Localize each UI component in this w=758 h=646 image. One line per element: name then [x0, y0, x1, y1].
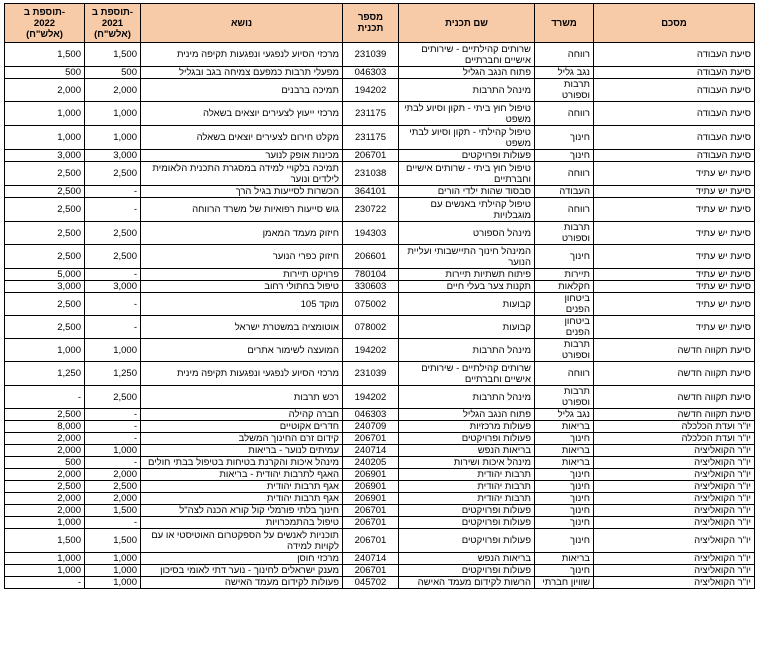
cell-ministry: תרבות וספורט	[535, 79, 594, 102]
cell-program-name: פעולות ופרויקטים	[399, 433, 535, 445]
cell-ministry: נגב גליל	[535, 67, 594, 79]
table-row	[5, 339, 755, 362]
table-row	[5, 126, 755, 150]
cell-agreement: סיעת העבודה	[594, 67, 755, 79]
cell-add-2021: 1,000	[85, 445, 141, 457]
cell-ministry: חינוך	[535, 126, 594, 150]
cell-agreement: יו"ר הקואליציה	[594, 469, 755, 481]
table-row	[5, 553, 755, 565]
cell-ministry: חינוך	[535, 505, 594, 517]
cell-program-number: 240714	[343, 553, 399, 565]
cell-subject: חיזוק מעמד המאמן	[141, 222, 343, 245]
cell-subject: חינוך בלתי פורמלי קול קורא הכנה לצה"ל	[141, 505, 343, 517]
cell-agreement: סיעת תקווה חדשה	[594, 362, 755, 386]
table-row	[5, 445, 755, 457]
cell-add-2021: 1,000	[85, 553, 141, 565]
cell-program-number: 206701	[343, 529, 399, 553]
cell-agreement: סיעת יש עתיד	[594, 269, 755, 281]
cell-subject: מוקד 105	[141, 293, 343, 316]
cell-add-2022: 2,000	[5, 505, 85, 517]
cell-add-2021: -	[85, 198, 141, 222]
cell-add-2022: 1,000	[5, 565, 85, 577]
cell-subject: טיפול בחתולי רחוב	[141, 281, 343, 293]
table-row	[5, 577, 755, 589]
cell-subject: מרכזי חוסן	[141, 553, 343, 565]
cell-program-name: תקנות צער בעלי חיים	[399, 281, 535, 293]
cell-add-2021: 2,500	[85, 222, 141, 245]
cell-add-2021: -	[85, 316, 141, 339]
cell-program-name: בריאות הנפש	[399, 445, 535, 457]
cell-program-name: שרותים קהילתיים - שירותים אישיים וחברתיים	[399, 362, 535, 386]
cell-ministry: תרבות וספורט	[535, 386, 594, 409]
cell-program-name: מינהל הספורט	[399, 222, 535, 245]
cell-program-name: פעולות ופרויקטים	[399, 565, 535, 577]
table-row	[5, 222, 755, 245]
cell-add-2021: 1,000	[85, 126, 141, 150]
cell-add-2021: -	[85, 457, 141, 469]
cell-ministry: תרבות וספורט	[535, 222, 594, 245]
table-row	[5, 565, 755, 577]
cell-subject: עמיתים לנוער - בריאות	[141, 445, 343, 457]
cell-program-number: 046303	[343, 409, 399, 421]
budget-table-container	[4, 3, 754, 589]
cell-add-2022: 2,500	[5, 293, 85, 316]
cell-program-number: 206701	[343, 517, 399, 529]
cell-add-2022: 2,000	[5, 433, 85, 445]
cell-program-number: 075002	[343, 293, 399, 316]
cell-subject: אוטומציה במשטרת ישראל	[141, 316, 343, 339]
cell-agreement: סיעת העבודה	[594, 126, 755, 150]
table-row	[5, 186, 755, 198]
cell-program-number: 231039	[343, 362, 399, 386]
table-row	[5, 102, 755, 126]
cell-agreement: סיעת העבודה	[594, 102, 755, 126]
cell-program-name: תרבות יהודית	[399, 469, 535, 481]
cell-add-2021: 2,000	[85, 79, 141, 102]
table-row	[5, 529, 755, 553]
header-program-name: שם תכנית	[399, 4, 535, 43]
cell-program-name: טיפול חוץ ביתי - תקון וסיוע לבתי משפט	[399, 102, 535, 126]
table-row	[5, 517, 755, 529]
table-row	[5, 362, 755, 386]
cell-program-number: 230722	[343, 198, 399, 222]
cell-add-2022: 2,500	[5, 198, 85, 222]
cell-program-number: 206701	[343, 505, 399, 517]
table-row	[5, 481, 755, 493]
cell-agreement: יו"ר ועדת הכלכלה	[594, 421, 755, 433]
cell-subject: אגף תרבות יהודית	[141, 481, 343, 493]
cell-program-number: 206901	[343, 469, 399, 481]
cell-program-name: פעולות ופרויקטים	[399, 505, 535, 517]
cell-program-number: 206701	[343, 565, 399, 577]
cell-add-2022: 2,500	[5, 162, 85, 186]
cell-program-name: פעולות ופרויקטים	[399, 150, 535, 162]
header-add-2022: תוספת ב- 2022 (אלש"ח)	[5, 4, 85, 43]
cell-subject: חדרים אקוטיים	[141, 421, 343, 433]
cell-program-name: הרשות לקידום מעמד האישה	[399, 577, 535, 589]
cell-ministry: רווחה	[535, 162, 594, 186]
cell-add-2021: -	[85, 433, 141, 445]
cell-ministry: בריאות	[535, 445, 594, 457]
cell-subject: טיפול בהתמכרויות	[141, 517, 343, 529]
cell-add-2022: 5,000	[5, 269, 85, 281]
cell-subject: מרכזי הסיוע לנפגעי ונפגעות תקיפה מינית	[141, 43, 343, 67]
cell-subject: פרויקט תיירות	[141, 269, 343, 281]
table-row	[5, 162, 755, 186]
cell-add-2021: 1,500	[85, 43, 141, 67]
table-row	[5, 433, 755, 445]
cell-agreement: יו"ר הקואליציה	[594, 457, 755, 469]
cell-program-number: 231039	[343, 43, 399, 67]
cell-agreement: סיעת יש עתיד	[594, 281, 755, 293]
cell-add-2022: 8,000	[5, 421, 85, 433]
cell-program-name: פיתוח תשתיות תיירות	[399, 269, 535, 281]
table-row	[5, 505, 755, 517]
cell-agreement: סיעת יש עתיד	[594, 186, 755, 198]
table-row	[5, 316, 755, 339]
cell-add-2022: 3,000	[5, 281, 85, 293]
cell-ministry: העבודה	[535, 186, 594, 198]
cell-program-name: סבסוד שהות ילדי הורים	[399, 186, 535, 198]
cell-program-number: 206901	[343, 481, 399, 493]
cell-agreement: יו"ר הקואליציה	[594, 445, 755, 457]
cell-add-2021: 1,000	[85, 102, 141, 126]
cell-program-number: 240205	[343, 457, 399, 469]
cell-agreement: יו"ר הקואליציה	[594, 529, 755, 553]
cell-program-name: טיפול חוץ ביתי - שרותים אישיים וחברתיים	[399, 162, 535, 186]
budget-table	[4, 3, 755, 589]
cell-ministry: בריאות	[535, 553, 594, 565]
cell-agreement: סיעת תקווה חדשה	[594, 386, 755, 409]
header-agreement: מסכם	[594, 4, 755, 43]
cell-add-2021: 2,500	[85, 386, 141, 409]
cell-subject: מקלט חירום לצעירים יוצאים בשאלה	[141, 126, 343, 150]
cell-add-2022: 2,500	[5, 186, 85, 198]
cell-subject: חברה קהילה	[141, 409, 343, 421]
cell-agreement: סיעת העבודה	[594, 43, 755, 67]
cell-program-name: פתוח הנגב הגליל	[399, 409, 535, 421]
cell-program-name: קבועות	[399, 316, 535, 339]
cell-ministry: חינוך	[535, 493, 594, 505]
table-row	[5, 43, 755, 67]
cell-agreement: יו"ר הקואליציה	[594, 493, 755, 505]
cell-program-name: המינהל חינוך התיישבותי ועליית הנוער	[399, 245, 535, 269]
cell-add-2022: 500	[5, 67, 85, 79]
cell-add-2021: 1,250	[85, 362, 141, 386]
cell-add-2022: 1,500	[5, 43, 85, 67]
cell-program-name: פתוח הנגב הגליל	[399, 67, 535, 79]
cell-program-number: 231175	[343, 126, 399, 150]
cell-program-number: 078002	[343, 316, 399, 339]
cell-program-number: 194202	[343, 339, 399, 362]
cell-add-2022: 500	[5, 457, 85, 469]
table-row	[5, 293, 755, 316]
cell-add-2022: 2,000	[5, 79, 85, 102]
table-row	[5, 493, 755, 505]
cell-subject: תמיכה בלקויי למידה במסגרת התכנית הלאומית לילדים ונוער	[141, 162, 343, 186]
cell-subject: גוש סייעות רפואיות של משרד הרווחה	[141, 198, 343, 222]
cell-add-2022: 2,000	[5, 469, 85, 481]
cell-subject: חיזוק כפרי הנוער	[141, 245, 343, 269]
cell-program-number: 330603	[343, 281, 399, 293]
cell-agreement: יו"ר הקואליציה	[594, 553, 755, 565]
cell-program-name: פעולות ופרויקטים	[399, 517, 535, 529]
table-row	[5, 245, 755, 269]
cell-program-number: 231038	[343, 162, 399, 186]
cell-ministry: רווחה	[535, 198, 594, 222]
cell-program-number: 231175	[343, 102, 399, 126]
cell-agreement: סיעת תקווה חדשה	[594, 409, 755, 421]
cell-ministry: חינוך	[535, 150, 594, 162]
cell-add-2022: 2,000	[5, 445, 85, 457]
cell-add-2022: 1,000	[5, 517, 85, 529]
cell-add-2022: -	[5, 386, 85, 409]
cell-program-number: 194303	[343, 222, 399, 245]
cell-add-2022: 2,500	[5, 222, 85, 245]
cell-program-name: מינהל התרבות	[399, 386, 535, 409]
table-row	[5, 79, 755, 102]
cell-add-2021: 1,000	[85, 565, 141, 577]
cell-add-2021: 1,000	[85, 577, 141, 589]
cell-program-number: 206601	[343, 245, 399, 269]
cell-program-number: 780104	[343, 269, 399, 281]
cell-program-number: 046303	[343, 67, 399, 79]
cell-add-2022: 3,000	[5, 150, 85, 162]
cell-program-name: תרבות יהודית	[399, 481, 535, 493]
cell-program-name: מינהל איכות ושירות	[399, 457, 535, 469]
cell-subject: מרכזי ייעוץ לצעירים יוצאים בשאלה	[141, 102, 343, 126]
cell-subject: קידום זרם החינוך המשלב	[141, 433, 343, 445]
cell-program-name: פעולות מרכזיות	[399, 421, 535, 433]
cell-add-2021: 500	[85, 67, 141, 79]
cell-add-2021: -	[85, 269, 141, 281]
cell-program-name: טיפול קהילתי באנשים עם מוגבלויות	[399, 198, 535, 222]
table-row	[5, 281, 755, 293]
cell-ministry: רווחה	[535, 43, 594, 67]
table-row	[5, 269, 755, 281]
cell-add-2021: -	[85, 409, 141, 421]
cell-add-2021: 3,000	[85, 150, 141, 162]
cell-agreement: יו"ר הקואליציה	[594, 517, 755, 529]
cell-program-name: פעולות ופרויקטים	[399, 529, 535, 553]
cell-add-2021: 2,000	[85, 493, 141, 505]
cell-subject: האגף לתרבות יהודית - בריאות	[141, 469, 343, 481]
cell-add-2021: 1,000	[85, 339, 141, 362]
cell-add-2021: 2,500	[85, 245, 141, 269]
cell-program-number: 194202	[343, 386, 399, 409]
cell-subject: תמיכה ברבנים	[141, 79, 343, 102]
table-row	[5, 469, 755, 481]
cell-program-number: 206701	[343, 433, 399, 445]
cell-subject: מרכזי הסיוע לנפגעי ונפגעות תקיפה מינית	[141, 362, 343, 386]
cell-agreement: סיעת יש עתיד	[594, 245, 755, 269]
cell-program-name: מינהל התרבות	[399, 339, 535, 362]
table-row	[5, 198, 755, 222]
cell-program-name: שרותים קהילתיים - שירותים אישיים וחברתיים	[399, 43, 535, 67]
cell-subject: מענק ישראלים לחינוך - נוער דתי לאומי בסיכון	[141, 565, 343, 577]
cell-program-number: 240709	[343, 421, 399, 433]
cell-ministry: ביטחון הפנים	[535, 316, 594, 339]
cell-program-name: טיפול קהילתי - תקון וסיוע לבתי משפט	[399, 126, 535, 150]
cell-add-2022: 2,500	[5, 316, 85, 339]
cell-ministry: שוויון חברתי	[535, 577, 594, 589]
cell-agreement: סיעת יש עתיד	[594, 222, 755, 245]
cell-agreement: סיעת יש עתיד	[594, 316, 755, 339]
cell-add-2022: 1,250	[5, 362, 85, 386]
cell-agreement: יו"ר הקואליציה	[594, 577, 755, 589]
cell-ministry: תיירות	[535, 269, 594, 281]
cell-program-number: 206901	[343, 493, 399, 505]
cell-ministry: רווחה	[535, 102, 594, 126]
cell-agreement: סיעת יש עתיד	[594, 293, 755, 316]
cell-add-2022: 1,000	[5, 553, 85, 565]
cell-subject: מכינות אופק לנוער	[141, 150, 343, 162]
cell-ministry: בריאות	[535, 421, 594, 433]
cell-agreement: יו"ר הקואליציה	[594, 481, 755, 493]
table-body	[5, 43, 755, 589]
cell-subject: תוכניות לאנשים על הספקטרום האוטיסטי או עם לקויות למידה	[141, 529, 343, 553]
cell-add-2021: 1,500	[85, 505, 141, 517]
cell-add-2022: -	[5, 577, 85, 589]
cell-agreement: יו"ר הקואליציה	[594, 565, 755, 577]
table-row	[5, 409, 755, 421]
cell-agreement: סיעת העבודה	[594, 150, 755, 162]
cell-add-2022: 2,500	[5, 409, 85, 421]
cell-program-name: קבועות	[399, 293, 535, 316]
cell-ministry: תרבות וספורט	[535, 339, 594, 362]
cell-agreement: סיעת תקווה חדשה	[594, 339, 755, 362]
cell-add-2021: -	[85, 186, 141, 198]
table-row	[5, 457, 755, 469]
cell-add-2022: 2,000	[5, 493, 85, 505]
cell-agreement: סיעת העבודה	[594, 79, 755, 102]
cell-ministry: חינוך	[535, 245, 594, 269]
table-header-row	[5, 4, 755, 43]
cell-add-2022: 1,000	[5, 126, 85, 150]
cell-program-name: מינהל התרבות	[399, 79, 535, 102]
cell-ministry: חינוך	[535, 469, 594, 481]
cell-program-name: בריאות הנפש	[399, 553, 535, 565]
cell-add-2021: 1,500	[85, 529, 141, 553]
cell-program-number: 045702	[343, 577, 399, 589]
cell-ministry: ביטחון הפנים	[535, 293, 594, 316]
cell-agreement: סיעת יש עתיד	[594, 162, 755, 186]
cell-agreement: יו"ר ועדת הכלכלה	[594, 433, 755, 445]
cell-add-2022: 2,500	[5, 481, 85, 493]
header-program-number: מספר תכנית	[343, 4, 399, 43]
cell-subject: אגף תרבות יהודית	[141, 493, 343, 505]
cell-program-number: 240714	[343, 445, 399, 457]
cell-program-number: 194202	[343, 79, 399, 102]
cell-add-2022: 2,500	[5, 245, 85, 269]
cell-subject: הכשרות לסייעות בגיל הרך	[141, 186, 343, 198]
cell-ministry: חינוך	[535, 517, 594, 529]
cell-add-2021: 2,500	[85, 481, 141, 493]
cell-subject: פעולות לקידום מעמד האישה	[141, 577, 343, 589]
cell-ministry: חינוך	[535, 565, 594, 577]
cell-ministry: בריאות	[535, 457, 594, 469]
cell-ministry: רווחה	[535, 362, 594, 386]
cell-add-2021: 2,000	[85, 469, 141, 481]
cell-subject: מפעלי תרבות כמפעם צמיחה בגב ובגליל	[141, 67, 343, 79]
cell-program-number: 364101	[343, 186, 399, 198]
cell-add-2021: 3,000	[85, 281, 141, 293]
cell-ministry: חינוך	[535, 433, 594, 445]
table-row	[5, 421, 755, 433]
table-row	[5, 67, 755, 79]
cell-add-2022: 1,500	[5, 529, 85, 553]
table-row	[5, 386, 755, 409]
cell-subject: מינהל איכות והקרנת בטיחות בטיפול בבתי חולים	[141, 457, 343, 469]
cell-agreement: סיעת יש עתיד	[594, 198, 755, 222]
cell-add-2022: 1,000	[5, 102, 85, 126]
cell-add-2022: 1,000	[5, 339, 85, 362]
header-subject: נושא	[141, 4, 343, 43]
cell-add-2021: -	[85, 293, 141, 316]
cell-add-2021: 2,500	[85, 162, 141, 186]
header-ministry: משרד	[535, 4, 594, 43]
table-row	[5, 150, 755, 162]
cell-program-name: תרבות יהודית	[399, 493, 535, 505]
header-add-2021: תוספת ב- 2021 (אלש"ח)	[85, 4, 141, 43]
cell-ministry: חינוך	[535, 481, 594, 493]
cell-program-number: 206701	[343, 150, 399, 162]
cell-add-2021: -	[85, 421, 141, 433]
cell-ministry: חינוך	[535, 529, 594, 553]
cell-ministry: חקלאות	[535, 281, 594, 293]
cell-agreement: יו"ר הקואליציה	[594, 505, 755, 517]
cell-subject: המועצה לשימור אתרים	[141, 339, 343, 362]
cell-subject: רכש תרבות	[141, 386, 343, 409]
cell-ministry: נגב גליל	[535, 409, 594, 421]
cell-add-2021: -	[85, 517, 141, 529]
